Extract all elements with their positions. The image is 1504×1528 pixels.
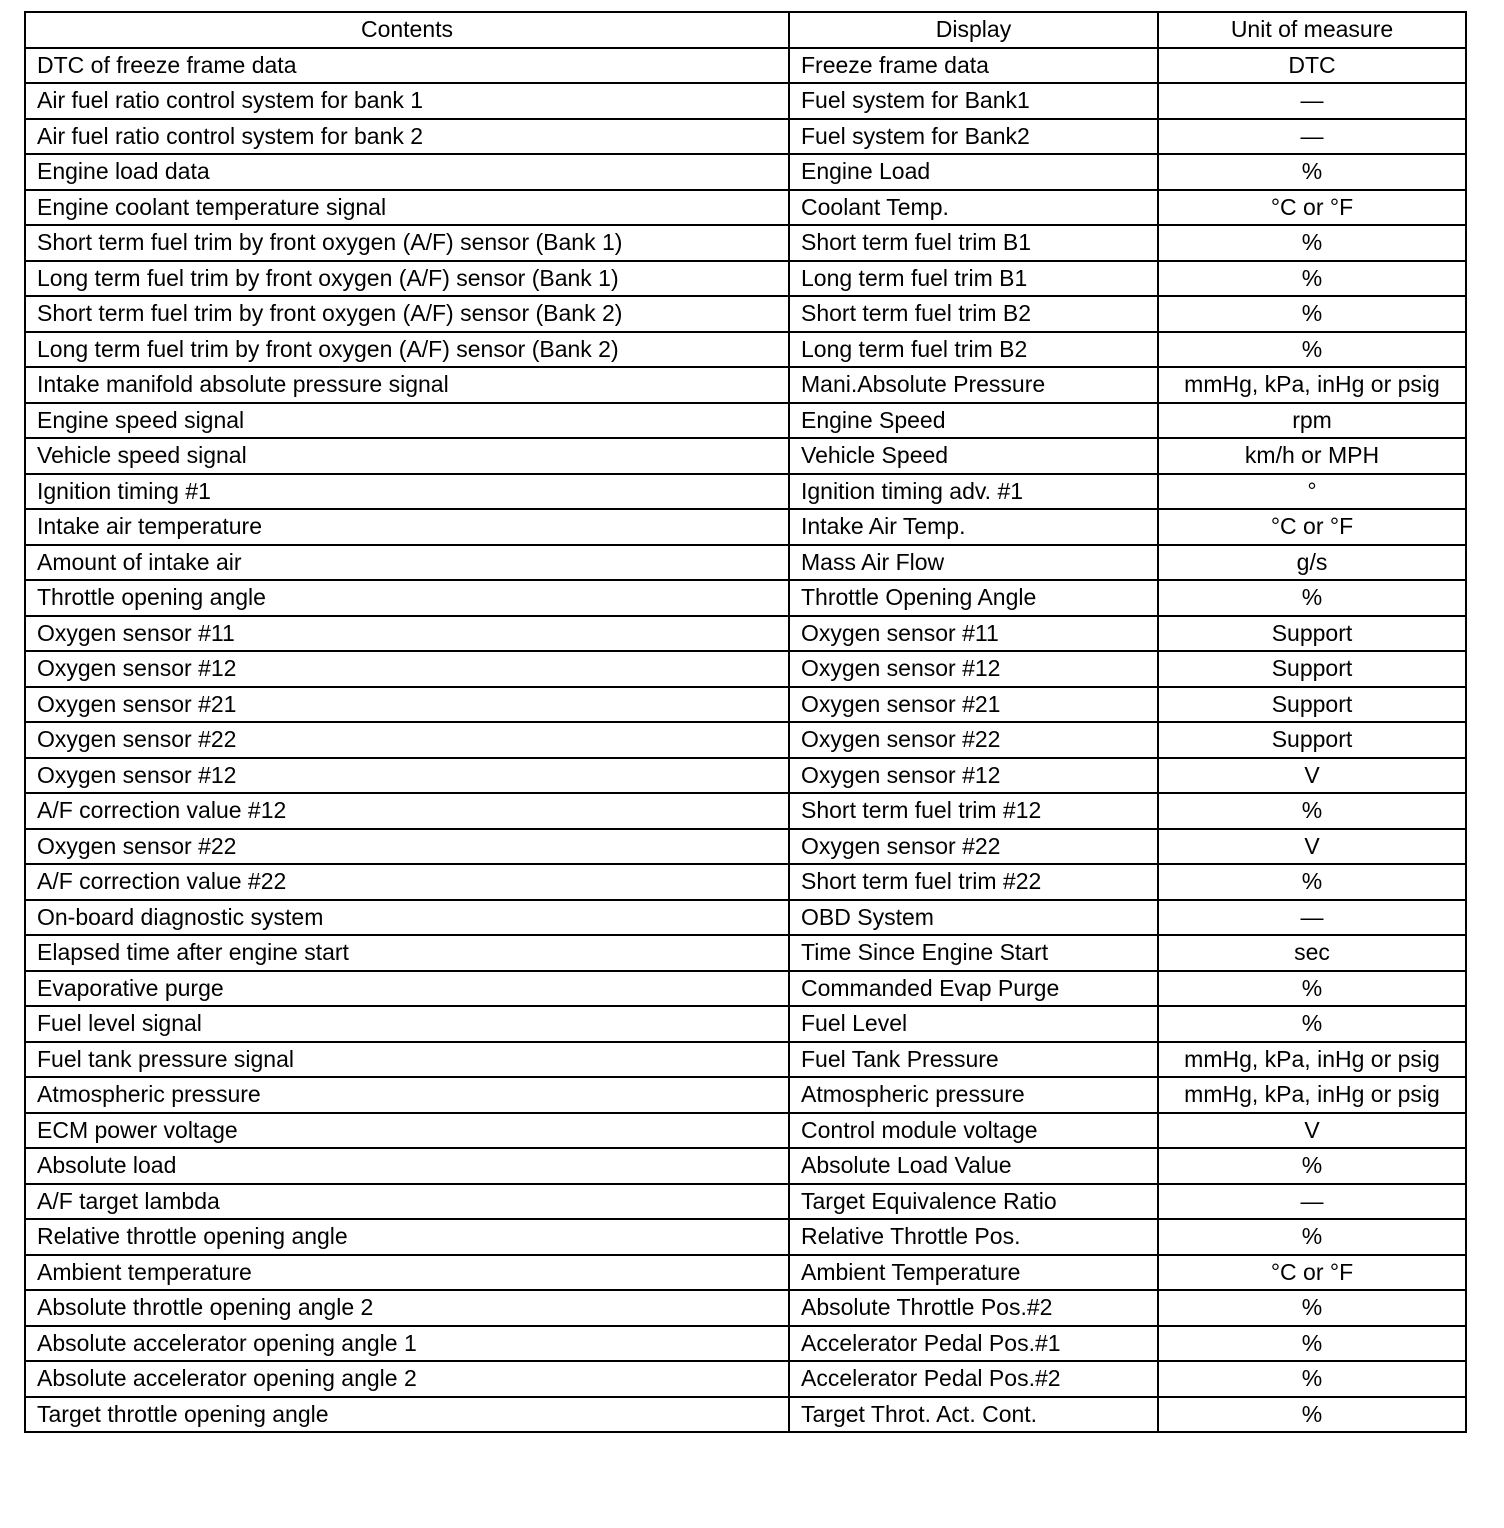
contents-cell: A/F correction value #12 — [25, 793, 789, 829]
unit-cell: mmHg, kPa, inHg or psig — [1158, 1077, 1466, 1113]
table-row — [25, 474, 1466, 510]
unit-cell: % — [1158, 1361, 1466, 1397]
unit-cell: % — [1158, 1290, 1466, 1326]
table-row — [25, 1077, 1466, 1113]
contents-cell: Engine speed signal — [25, 403, 789, 439]
table-row — [25, 651, 1466, 687]
unit-cell: V — [1158, 758, 1466, 794]
display-cell: Target Throt. Act. Cont. — [789, 1397, 1158, 1433]
display-cell: Atmospheric pressure — [789, 1077, 1158, 1113]
display-cell: Throttle Opening Angle — [789, 580, 1158, 616]
contents-cell: Oxygen sensor #12 — [25, 758, 789, 794]
table-row — [25, 1255, 1466, 1291]
table-row — [25, 403, 1466, 439]
table-row — [25, 1219, 1466, 1255]
table-row — [25, 1290, 1466, 1326]
display-cell: Oxygen sensor #12 — [789, 651, 1158, 687]
table-row — [25, 225, 1466, 261]
display-cell: Accelerator Pedal Pos.#2 — [789, 1361, 1158, 1397]
unit-cell: mmHg, kPa, inHg or psig — [1158, 367, 1466, 403]
unit-cell: ° — [1158, 474, 1466, 510]
contents-cell: Air fuel ratio control system for bank 1 — [25, 83, 789, 119]
column-header-display: Display — [789, 12, 1158, 48]
table-row — [25, 1184, 1466, 1220]
unit-cell: km/h or MPH — [1158, 438, 1466, 474]
table-row — [25, 509, 1466, 545]
table-row — [25, 1042, 1466, 1078]
table-row — [25, 190, 1466, 226]
display-cell: Intake Air Temp. — [789, 509, 1158, 545]
contents-cell: A/F correction value #22 — [25, 864, 789, 900]
contents-cell: Ambient temperature — [25, 1255, 789, 1291]
contents-cell: Absolute accelerator opening angle 1 — [25, 1326, 789, 1362]
display-cell: OBD System — [789, 900, 1158, 936]
unit-cell: Support — [1158, 687, 1466, 723]
contents-cell: Absolute throttle opening angle 2 — [25, 1290, 789, 1326]
contents-cell: Amount of intake air — [25, 545, 789, 581]
display-cell: Vehicle Speed — [789, 438, 1158, 474]
unit-cell: rpm — [1158, 403, 1466, 439]
unit-cell: % — [1158, 1219, 1466, 1255]
unit-cell: % — [1158, 154, 1466, 190]
table-row — [25, 1148, 1466, 1184]
display-cell: Fuel Level — [789, 1006, 1158, 1042]
display-cell: Target Equivalence Ratio — [789, 1184, 1158, 1220]
table-row — [25, 367, 1466, 403]
table-header — [25, 12, 1466, 48]
display-cell: Oxygen sensor #21 — [789, 687, 1158, 723]
table-row — [25, 864, 1466, 900]
unit-cell: g/s — [1158, 545, 1466, 581]
display-cell: Absolute Load Value — [789, 1148, 1158, 1184]
table-row — [25, 119, 1466, 155]
display-cell: Absolute Throttle Pos.#2 — [789, 1290, 1158, 1326]
unit-cell: °C or °F — [1158, 190, 1466, 226]
table-row — [25, 935, 1466, 971]
display-cell: Fuel system for Bank2 — [789, 119, 1158, 155]
freeze-frame-table-container — [24, 11, 1465, 1433]
table-row — [25, 1361, 1466, 1397]
contents-cell: Intake manifold absolute pressure signal — [25, 367, 789, 403]
display-cell: Oxygen sensor #22 — [789, 722, 1158, 758]
unit-cell: Support — [1158, 616, 1466, 652]
contents-cell: Evaporative purge — [25, 971, 789, 1007]
display-cell: Freeze frame data — [789, 48, 1158, 84]
table-row — [25, 1006, 1466, 1042]
table-row — [25, 48, 1466, 84]
unit-cell: Support — [1158, 722, 1466, 758]
table-row — [25, 1326, 1466, 1362]
display-cell: Oxygen sensor #11 — [789, 616, 1158, 652]
display-cell: Fuel Tank Pressure — [789, 1042, 1158, 1078]
contents-cell: Relative throttle opening angle — [25, 1219, 789, 1255]
freeze-frame-data-table — [24, 11, 1467, 1433]
display-cell: Ambient Temperature — [789, 1255, 1158, 1291]
contents-cell: Throttle opening angle — [25, 580, 789, 616]
contents-cell: Long term fuel trim by front oxygen (A/F) sensor (Bank 1) — [25, 261, 789, 297]
table-row — [25, 900, 1466, 936]
unit-cell: % — [1158, 793, 1466, 829]
contents-cell: Absolute accelerator opening angle 2 — [25, 1361, 789, 1397]
display-cell: Accelerator Pedal Pos.#1 — [789, 1326, 1158, 1362]
unit-cell: % — [1158, 1397, 1466, 1433]
unit-cell: °C or °F — [1158, 1255, 1466, 1291]
unit-cell: mmHg, kPa, inHg or psig — [1158, 1042, 1466, 1078]
header-row — [25, 12, 1466, 48]
display-cell: Short term fuel trim B2 — [789, 296, 1158, 332]
table-row — [25, 1397, 1466, 1433]
table-row — [25, 296, 1466, 332]
contents-cell: Elapsed time after engine start — [25, 935, 789, 971]
display-cell: Short term fuel trim #12 — [789, 793, 1158, 829]
display-cell: Engine Load — [789, 154, 1158, 190]
contents-cell: On-board diagnostic system — [25, 900, 789, 936]
column-header-contents: Contents — [25, 12, 789, 48]
contents-cell: Short term fuel trim by front oxygen (A/F) sensor (Bank 2) — [25, 296, 789, 332]
table-row — [25, 261, 1466, 297]
contents-cell: Vehicle speed signal — [25, 438, 789, 474]
display-cell: Mass Air Flow — [789, 545, 1158, 581]
unit-cell: DTC — [1158, 48, 1466, 84]
display-cell: Mani.Absolute Pressure — [789, 367, 1158, 403]
unit-cell: % — [1158, 225, 1466, 261]
table-row — [25, 154, 1466, 190]
unit-cell: — — [1158, 900, 1466, 936]
contents-cell: Fuel level signal — [25, 1006, 789, 1042]
table-row — [25, 438, 1466, 474]
contents-cell: Fuel tank pressure signal — [25, 1042, 789, 1078]
unit-cell: °C or °F — [1158, 509, 1466, 545]
display-cell: Short term fuel trim B1 — [789, 225, 1158, 261]
contents-cell: Air fuel ratio control system for bank 2 — [25, 119, 789, 155]
display-cell: Long term fuel trim B1 — [789, 261, 1158, 297]
unit-cell: % — [1158, 1006, 1466, 1042]
display-cell: Ignition timing adv. #1 — [789, 474, 1158, 510]
unit-cell: — — [1158, 83, 1466, 119]
display-cell: Time Since Engine Start — [789, 935, 1158, 971]
unit-cell: V — [1158, 829, 1466, 865]
contents-cell: Engine load data — [25, 154, 789, 190]
display-cell: Long term fuel trim B2 — [789, 332, 1158, 368]
table-row — [25, 829, 1466, 865]
contents-cell: Engine coolant temperature signal — [25, 190, 789, 226]
table-row — [25, 580, 1466, 616]
table-row — [25, 758, 1466, 794]
table-row — [25, 616, 1466, 652]
contents-cell: DTC of freeze frame data — [25, 48, 789, 84]
contents-cell: Intake air temperature — [25, 509, 789, 545]
column-header-unit: Unit of measure — [1158, 12, 1466, 48]
display-cell: Oxygen sensor #12 — [789, 758, 1158, 794]
table-row — [25, 545, 1466, 581]
display-cell: Relative Throttle Pos. — [789, 1219, 1158, 1255]
table-row — [25, 332, 1466, 368]
unit-cell: % — [1158, 1326, 1466, 1362]
contents-cell: Absolute load — [25, 1148, 789, 1184]
unit-cell: — — [1158, 1184, 1466, 1220]
contents-cell: Ignition timing #1 — [25, 474, 789, 510]
contents-cell: Oxygen sensor #12 — [25, 651, 789, 687]
display-cell: Control module voltage — [789, 1113, 1158, 1149]
display-cell: Engine Speed — [789, 403, 1158, 439]
unit-cell: Support — [1158, 651, 1466, 687]
unit-cell: V — [1158, 1113, 1466, 1149]
table-row — [25, 793, 1466, 829]
unit-cell: — — [1158, 119, 1466, 155]
unit-cell: % — [1158, 261, 1466, 297]
table-row — [25, 687, 1466, 723]
table-body — [25, 48, 1466, 1433]
contents-cell: Long term fuel trim by front oxygen (A/F) sensor (Bank 2) — [25, 332, 789, 368]
contents-cell: Oxygen sensor #22 — [25, 829, 789, 865]
contents-cell: Oxygen sensor #22 — [25, 722, 789, 758]
unit-cell: sec — [1158, 935, 1466, 971]
contents-cell: ECM power voltage — [25, 1113, 789, 1149]
unit-cell: % — [1158, 971, 1466, 1007]
display-cell: Short term fuel trim #22 — [789, 864, 1158, 900]
contents-cell: Oxygen sensor #11 — [25, 616, 789, 652]
display-cell: Oxygen sensor #22 — [789, 829, 1158, 865]
contents-cell: Target throttle opening angle — [25, 1397, 789, 1433]
display-cell: Coolant Temp. — [789, 190, 1158, 226]
unit-cell: % — [1158, 580, 1466, 616]
contents-cell: Oxygen sensor #21 — [25, 687, 789, 723]
contents-cell: A/F target lambda — [25, 1184, 789, 1220]
display-cell: Commanded Evap Purge — [789, 971, 1158, 1007]
table-row — [25, 1113, 1466, 1149]
unit-cell: % — [1158, 1148, 1466, 1184]
table-row — [25, 722, 1466, 758]
table-row — [25, 83, 1466, 119]
table-row — [25, 971, 1466, 1007]
unit-cell: % — [1158, 864, 1466, 900]
contents-cell: Atmospheric pressure — [25, 1077, 789, 1113]
display-cell: Fuel system for Bank1 — [789, 83, 1158, 119]
contents-cell: Short term fuel trim by front oxygen (A/F) sensor (Bank 1) — [25, 225, 789, 261]
unit-cell: % — [1158, 332, 1466, 368]
unit-cell: % — [1158, 296, 1466, 332]
